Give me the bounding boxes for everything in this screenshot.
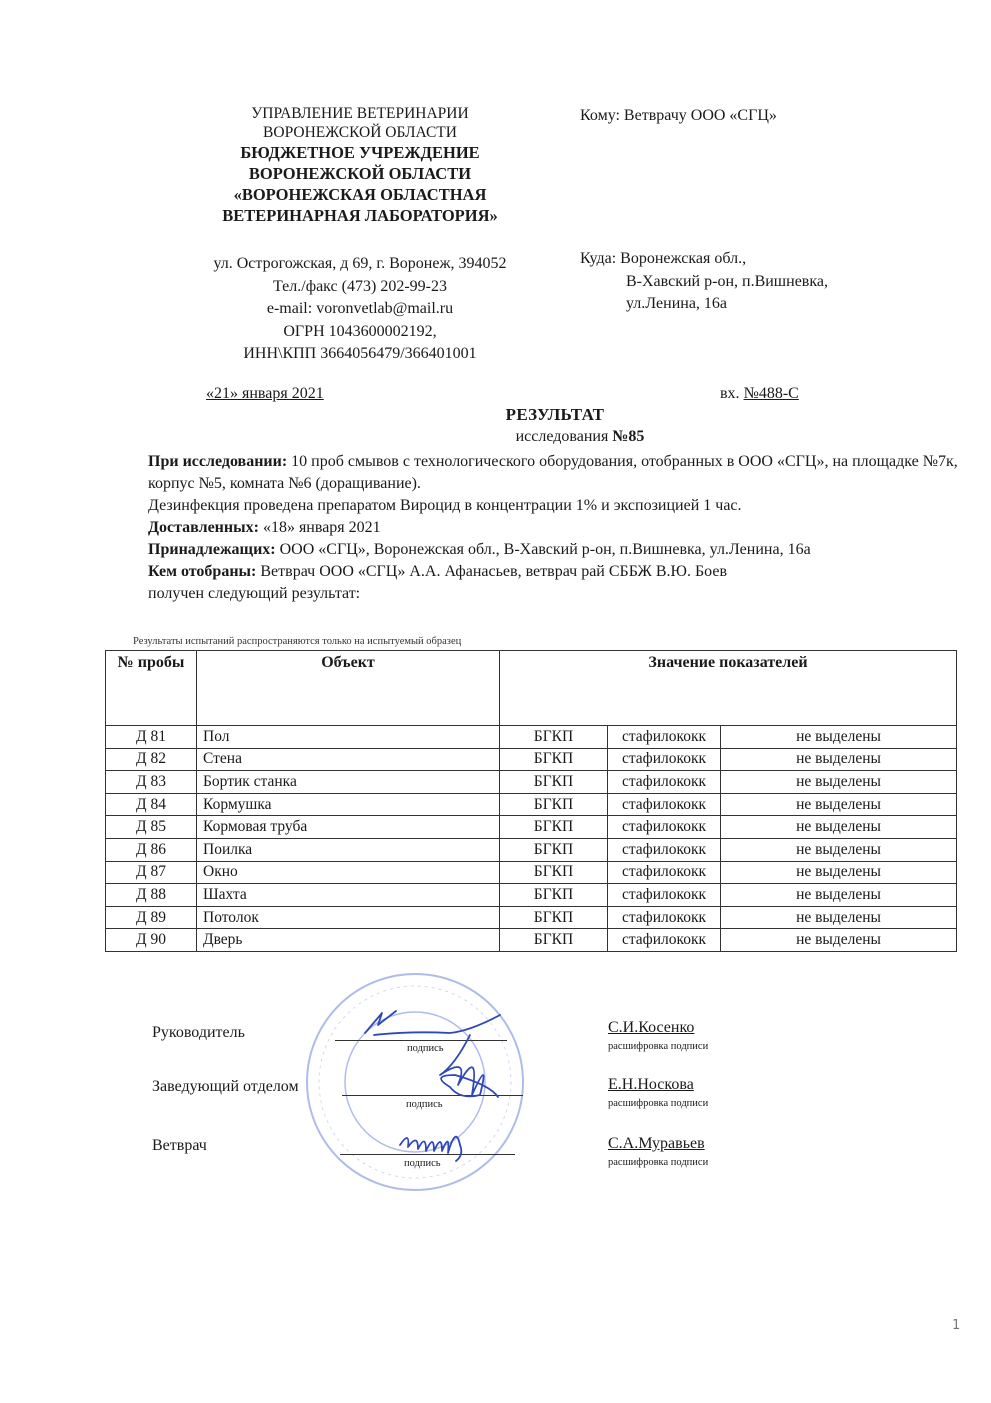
handwritten-signatures xyxy=(360,1005,540,1165)
table-row xyxy=(106,726,957,749)
signer-role: Заведующий отделом xyxy=(152,1078,299,1095)
org-contacts xyxy=(150,253,570,366)
indicator-staph: стафилококк xyxy=(608,726,721,749)
sample-number: Д 84 xyxy=(106,793,197,816)
indicator-result: не выделены xyxy=(721,884,957,907)
study-text: 10 проб смывов с технологического оборудования, отобранных в ООО «СГЦ», на площадке №7к, корпус №5, комната №6 (доращивание). xyxy=(148,453,958,492)
results-note: Результаты испытаний распространяются только на испытуемый образец xyxy=(133,636,462,647)
indicator-bgkp: БГКП xyxy=(500,884,608,907)
disinfection-text: Дезинфекция проведена препаратом Вироцид в концентрации 1% и экспозицией 1 час. xyxy=(148,497,742,514)
signer-name: С.И.Косенко xyxy=(608,1019,695,1036)
indicator-result: не выделены xyxy=(721,748,957,771)
sample-object: Дверь xyxy=(197,929,500,952)
study-label: При исследовании: xyxy=(148,453,288,470)
sample-number: Д 90 xyxy=(106,929,197,952)
org-header xyxy=(150,104,570,226)
indicator-result: не выделены xyxy=(721,838,957,861)
sample-object: Окно xyxy=(197,861,500,884)
signer-role: Ветврач xyxy=(152,1137,207,1154)
indicator-staph: стафилококк xyxy=(608,771,721,794)
page-number: 1 xyxy=(952,1318,961,1333)
indicator-staph: стафилококк xyxy=(608,884,721,907)
org-ogrn: ОГРН 1043600002192, xyxy=(283,322,437,340)
org-bold-line: ВОРОНЕЖСКОЙ ОБЛАСТИ xyxy=(248,164,472,183)
where-line: В-Хавский р-он, п.Вишневка, xyxy=(626,272,828,290)
signer-name: Е.Н.Носкова xyxy=(608,1076,694,1093)
table-row xyxy=(106,906,957,929)
owner-text: ООО «СГЦ», Воронежская обл., В-Хавский р-он, п.Вишневка, ул.Ленина, 16а xyxy=(279,541,811,558)
sample-object: Поилка xyxy=(197,838,500,861)
indicator-bgkp: БГКП xyxy=(500,793,608,816)
indicator-bgkp: БГКП xyxy=(500,726,608,749)
recipient: Кому: Ветврачу ООО «СГЦ» xyxy=(580,107,777,124)
indicator-result: не выделены xyxy=(721,861,957,884)
sampled-text: Ветврач ООО «СГЦ» А.А. Афанасьев, ветврач рай СББЖ В.Ю. Боев xyxy=(260,563,728,580)
indicator-staph: стафилококк xyxy=(608,748,721,771)
indicator-result: не выделены xyxy=(721,771,957,794)
sample-number: Д 81 xyxy=(106,726,197,749)
sample-number: Д 83 xyxy=(106,771,197,794)
sample-number: Д 86 xyxy=(106,838,197,861)
document-date: «21» января 2021 xyxy=(206,385,324,402)
org-email: e-mail: voronvetlab@mail.ru xyxy=(266,300,454,317)
header-object: Объект xyxy=(197,651,500,726)
recipient-address xyxy=(580,248,828,316)
sample-number: Д 88 xyxy=(106,884,197,907)
sample-number: Д 85 xyxy=(106,816,197,839)
signer-name-caption: расшифровка подписи xyxy=(608,1098,709,1109)
signer-name-caption: расшифровка подписи xyxy=(608,1041,709,1052)
incoming-prefix: вх. xyxy=(720,385,740,402)
sampled-label: Кем отобраны: xyxy=(148,563,257,580)
sample-number: Д 89 xyxy=(106,906,197,929)
study-details xyxy=(148,451,958,605)
indicator-result: не выделены xyxy=(721,906,957,929)
signer-role: Руководитель xyxy=(152,1024,245,1041)
indicator-staph: стафилококк xyxy=(608,816,721,839)
sample-number: Д 87 xyxy=(106,861,197,884)
sample-object: Кормушка xyxy=(197,793,500,816)
indicator-bgkp: БГКП xyxy=(500,771,608,794)
signature-caption: подпись xyxy=(407,1043,444,1054)
document-subtitle xyxy=(480,428,680,446)
results-table xyxy=(105,650,957,952)
sample-object: Стена xyxy=(197,748,500,771)
sample-object: Шахта xyxy=(197,884,500,907)
org-inn: ИНН\КПП 3664056479/366401001 xyxy=(243,345,477,362)
sample-number: Д 82 xyxy=(106,748,197,771)
where-label: Куда: xyxy=(580,250,617,267)
org-line: ВОРОНЕЖСКОЙ ОБЛАСТИ xyxy=(263,124,457,141)
study-number: №85 xyxy=(612,428,645,445)
subtitle-prefix: исследования xyxy=(515,428,609,445)
table-header-row xyxy=(106,651,957,726)
indicator-bgkp: БГКП xyxy=(500,929,608,952)
table-row xyxy=(106,748,957,771)
indicator-bgkp: БГКП xyxy=(500,816,608,839)
table-row xyxy=(106,861,957,884)
indicator-staph: стафилококк xyxy=(608,906,721,929)
org-line: УПРАВЛЕНИЕ ВЕТЕРИНАРИИ xyxy=(251,105,469,122)
org-bold-line: «ВОРОНЕЖСКАЯ ОБЛАСТНАЯ xyxy=(233,185,487,204)
org-bold-line: БЮДЖЕТНОЕ УЧРЕЖДЕНИЕ xyxy=(240,143,480,162)
org-phone: Тел./факс (473) 202-99-23 xyxy=(273,277,447,295)
delivered-label: Доставленных: xyxy=(148,519,259,536)
signer-name: С.А.Муравьев xyxy=(608,1135,705,1152)
where-line: Воронежская обл., xyxy=(620,250,747,267)
sample-object: Потолок xyxy=(197,906,500,929)
table-row xyxy=(106,771,957,794)
org-address: ул. Острогожская, д 69, г. Воронеж, 394052 xyxy=(213,255,507,272)
indicator-result: не выделены xyxy=(721,726,957,749)
sample-object: Бортик станка xyxy=(197,771,500,794)
signature-caption: подпись xyxy=(406,1099,443,1110)
header-values: Значение показателей xyxy=(500,651,957,726)
table-row xyxy=(106,793,957,816)
result-intro: получен следующий результат: xyxy=(148,585,361,602)
delivered-text: «18» января 2021 xyxy=(262,519,381,536)
table-row xyxy=(106,816,957,839)
signer-name-caption: расшифровка подписи xyxy=(608,1157,709,1168)
where-line: ул.Ленина, 16а xyxy=(626,295,728,312)
indicator-staph: стафилококк xyxy=(608,793,721,816)
header-sample-no: № пробы xyxy=(106,651,197,726)
indicator-staph: стафилококк xyxy=(608,838,721,861)
signature-director xyxy=(365,1011,500,1035)
table-row xyxy=(106,929,957,952)
indicator-bgkp: БГКП xyxy=(500,838,608,861)
incoming-number-value: №488-С xyxy=(743,385,799,402)
indicator-result: не выделены xyxy=(721,793,957,816)
sample-object: Пол xyxy=(197,726,500,749)
signature-vet xyxy=(400,1137,461,1161)
signature-head xyxy=(440,1035,498,1097)
owner-label: Принадлежащих: xyxy=(148,541,276,558)
org-bold-line: ВЕТЕРИНАРНАЯ ЛАБОРАТОРИЯ» xyxy=(222,206,498,225)
table-row xyxy=(106,884,957,907)
indicator-bgkp: БГКП xyxy=(500,906,608,929)
indicator-result: не выделены xyxy=(721,816,957,839)
sample-object: Кормовая труба xyxy=(197,816,500,839)
signature-caption: подпись xyxy=(404,1158,441,1169)
indicator-bgkp: БГКП xyxy=(500,748,608,771)
table-row xyxy=(106,838,957,861)
indicator-bgkp: БГКП xyxy=(500,861,608,884)
document-title: РЕЗУЛЬТАТ xyxy=(505,405,605,424)
indicator-staph: стафилококк xyxy=(608,929,721,952)
indicator-result: не выделены xyxy=(721,929,957,952)
incoming-number xyxy=(720,385,799,403)
indicator-staph: стафилококк xyxy=(608,861,721,884)
